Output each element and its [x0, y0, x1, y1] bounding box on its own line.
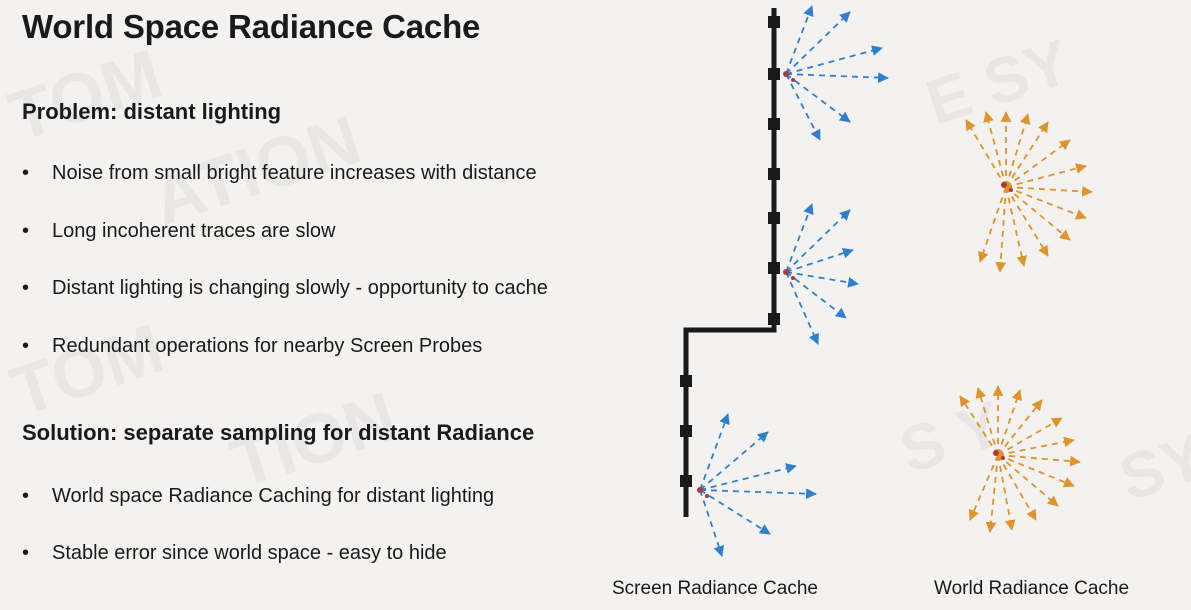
bullet-text: Stable error since world space - easy to hide — [52, 542, 447, 564]
solution-heading: Solution: separate sampling for distant Radiance — [22, 420, 535, 445]
world-radiance-cache-caption: World Radiance Cache — [934, 578, 1130, 599]
bullet-item — [22, 162, 537, 185]
bullet-marker-icon: • — [22, 277, 30, 299]
bullet-text: Distant lighting is changing slowly - opportunity to cache — [52, 277, 548, 299]
bullet-marker-icon: • — [22, 542, 30, 564]
slide-title: World Space Radiance Cache — [22, 8, 481, 45]
bullet-text: Redundant operations for nearby Screen Probes — [52, 335, 483, 357]
bullet-item — [22, 277, 548, 300]
watermark-text — [1, 308, 172, 432]
bullet-text: Long incoherent traces are slow — [52, 220, 336, 242]
wall-geometry — [680, 8, 780, 517]
bullet-text: Noise from small bright feature increases with distance — [52, 162, 537, 184]
world-probe-rays-bottom — [960, 386, 1080, 532]
bullet-marker-icon: • — [22, 220, 30, 242]
bullet-marker-icon: • — [22, 335, 30, 357]
screen-probe-rays-bottom — [700, 414, 816, 556]
bullet-item — [22, 542, 447, 565]
world-probe-rays-top — [966, 112, 1092, 272]
problem-heading: Problem: distant lighting — [22, 99, 282, 124]
screen-probe-rays-middle — [786, 204, 858, 344]
watermark-text — [0, 33, 171, 157]
bullet-item — [22, 220, 336, 243]
screen-probe-rays-top — [786, 6, 888, 140]
bullet-marker-icon: • — [22, 485, 30, 507]
bullet-text: World space Radiance Caching for distant lighting — [52, 485, 495, 507]
bullet-item — [22, 485, 494, 508]
bullet-marker-icon: • — [22, 162, 30, 184]
bullet-item — [22, 335, 482, 358]
screen-radiance-cache-caption: Screen Radiance Cache — [612, 578, 818, 599]
radiance-cache-diagram — [650, 0, 1191, 575]
